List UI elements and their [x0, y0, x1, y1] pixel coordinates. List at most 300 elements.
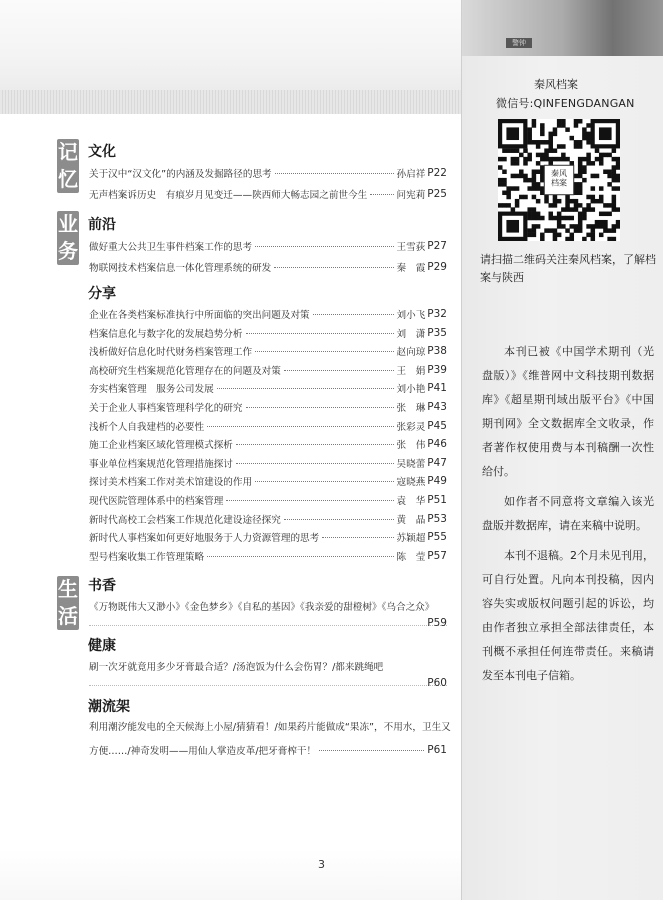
toc-title: 探讨美术档案工作对美术馆建设的作用	[89, 477, 253, 489]
toc-author: 刘小艳	[396, 384, 426, 396]
sidebar-photo	[462, 0, 663, 56]
toc-row[interactable]	[89, 398, 447, 416]
qr-module	[527, 186, 532, 191]
qr-module	[548, 157, 553, 162]
qr-module	[553, 127, 558, 132]
toc-title: 事业单位档案规范化管理措施探讨	[89, 458, 233, 470]
qr-module	[612, 228, 617, 233]
qr-module	[582, 132, 587, 137]
qr-module	[548, 203, 553, 208]
qr-module	[506, 203, 511, 208]
qr-module	[565, 199, 570, 204]
qr-module	[574, 140, 579, 145]
toc-row[interactable]	[89, 491, 447, 509]
qr-module	[574, 203, 579, 208]
qr-module	[557, 157, 562, 162]
qr-module	[548, 140, 553, 145]
qr-module	[532, 212, 537, 217]
qr-module	[502, 191, 507, 196]
qr-module	[570, 207, 575, 212]
qr-code[interactable]	[498, 119, 620, 241]
qr-module	[578, 174, 583, 179]
qr-module	[586, 207, 591, 212]
qr-module	[616, 165, 620, 170]
toc-title: 档案信息化与数字化的发展趋势分析	[89, 328, 243, 340]
toc-title: 物联网技术档案信息一体化管理系统的研发	[89, 263, 272, 274]
toc-title: 无声档案诉历史 有痕岁月见变迁——陕西师大畅志园之前世今生	[89, 190, 368, 201]
qr-module	[578, 165, 583, 170]
toc-row[interactable]	[89, 528, 447, 546]
qr-module	[603, 224, 608, 229]
qr-module	[553, 157, 558, 162]
qr-module	[502, 157, 507, 162]
qr-module	[599, 199, 604, 204]
qr-module	[536, 224, 541, 229]
qr-module	[532, 174, 537, 179]
toc-author: 苏颖超	[396, 533, 426, 545]
qr-module	[595, 157, 600, 162]
toc-page: P49	[427, 475, 447, 488]
qr-module	[595, 148, 600, 153]
qr-module	[523, 195, 528, 200]
toc-page: P41	[427, 382, 447, 395]
leader-dots	[226, 499, 393, 501]
toc-row[interactable]	[89, 164, 447, 182]
toc-row[interactable]	[89, 185, 447, 203]
qr-module	[502, 169, 507, 174]
books-page: P59	[427, 617, 447, 629]
notice-paragraph: 如作者不同意将文章编入该光盘版并数据库，请在来稿中说明。	[482, 495, 654, 532]
qr-module	[527, 233, 532, 238]
toc-title: 现代医院管理体系中的档案管理	[89, 496, 224, 507]
toc-row[interactable]	[89, 237, 447, 255]
toc-row[interactable]	[89, 379, 447, 397]
toc-page: P51	[427, 494, 447, 506]
qr-module	[506, 195, 511, 200]
toc-row[interactable]	[89, 435, 447, 453]
toc-author: 秦 霞	[396, 263, 426, 274]
toc-row[interactable]	[89, 417, 447, 435]
toc-author: 张 琳	[396, 403, 426, 414]
qr-module	[548, 132, 553, 137]
leader-dots	[275, 172, 394, 174]
qr-module	[595, 174, 600, 179]
qr-module	[540, 123, 545, 128]
toc-author: 刘 潇	[396, 328, 426, 340]
toc-author: 张彩灵	[396, 421, 426, 433]
chip-business	[57, 211, 79, 265]
leader-dots	[207, 425, 393, 427]
toc-row[interactable]	[89, 454, 447, 472]
qr-module	[561, 119, 566, 124]
qr-module	[603, 203, 608, 208]
toc-row[interactable]	[89, 472, 447, 490]
leader-dots	[284, 518, 394, 520]
qr-module	[612, 169, 617, 174]
qr-module	[515, 174, 520, 179]
qr-module	[578, 140, 583, 145]
qr-module	[607, 228, 612, 233]
qr-module	[612, 186, 617, 191]
toc-title: 浅析个人自我建档的必要性	[89, 421, 205, 433]
books-line[interactable]: 《万物既伟大又渺小》《金色梦乡》《自私的基因》《我亲爱的甜橙树》《乌合之众》	[89, 602, 435, 613]
header-stripe	[0, 90, 462, 114]
leader-dots	[246, 332, 394, 334]
qr-module	[574, 123, 579, 128]
qr-module	[570, 233, 575, 238]
qr-module	[574, 182, 579, 187]
qr-module	[536, 144, 541, 149]
qr-module	[511, 148, 516, 153]
qr-module	[498, 203, 503, 208]
toc-row[interactable]	[89, 547, 447, 565]
trend-line-2-row[interactable]	[89, 741, 447, 759]
qr-module	[536, 186, 541, 191]
qr-module	[557, 220, 562, 225]
qr-module	[570, 237, 575, 241]
qr-module	[612, 224, 617, 229]
qr-module	[540, 216, 545, 221]
qr-module	[591, 174, 596, 179]
leader-dots	[255, 480, 393, 482]
qr-module	[511, 161, 516, 166]
qr-module	[498, 165, 503, 170]
chip-life	[57, 576, 79, 630]
chip-char: 生	[58, 577, 78, 601]
qr-module	[616, 174, 620, 179]
qr-module	[603, 212, 608, 217]
qr-module	[586, 140, 591, 145]
qr-finder	[506, 220, 519, 233]
trend-page: P61	[427, 744, 447, 756]
qr-module	[591, 186, 596, 191]
qr-module	[523, 178, 528, 183]
toc-page: P47	[427, 456, 447, 469]
qr-module	[532, 123, 537, 128]
toc-row[interactable]	[89, 342, 447, 360]
qr-module	[561, 157, 566, 162]
qr-module	[570, 224, 575, 229]
qr-module	[599, 186, 604, 191]
qr-module	[582, 127, 587, 132]
qr-module	[532, 195, 537, 200]
qr-module	[616, 224, 620, 229]
qr-module	[527, 157, 532, 162]
qr-finder	[506, 127, 519, 140]
qr-module	[553, 195, 558, 200]
section-title-books: 书香	[88, 578, 116, 594]
toc-title: 夯实档案管理 服务公司发展	[89, 384, 214, 396]
qr-module	[527, 127, 532, 132]
toc-page: P53	[427, 512, 447, 525]
qr-module	[544, 195, 549, 200]
qr-module	[561, 123, 566, 128]
qr-module	[540, 233, 545, 238]
chip-char: 记	[58, 140, 78, 164]
leader-dots	[319, 749, 424, 751]
qr-module	[553, 228, 558, 233]
qr-module	[616, 161, 620, 166]
qr-module	[515, 157, 520, 162]
toc-page: P29	[427, 261, 447, 273]
toc-author: 张 伟	[396, 440, 426, 452]
qr-module	[519, 195, 524, 200]
qr-caption: 请扫描二维码关注秦风档案，了解档案与陕西	[480, 253, 656, 284]
separator	[89, 625, 447, 626]
qr-module	[548, 144, 553, 149]
qr-module	[565, 203, 570, 208]
qr-module	[586, 157, 591, 162]
qr-module	[544, 199, 549, 204]
qr-module	[523, 148, 528, 153]
qr-module	[578, 144, 583, 149]
qr-module	[582, 216, 587, 221]
qr-module	[616, 178, 620, 183]
qr-module	[502, 203, 507, 208]
qr-module	[607, 169, 612, 174]
notice-paragraph: 本刊已被《中国学术期刊（光盘版）》《维普网中文科技期刊数据库》《超星期刊域出版平台》《中国期刊网》全文数据库全文收录，作者著作权使用费与本刊稿酬一次性给付。	[482, 345, 654, 478]
qr-module	[523, 161, 528, 166]
qr-module	[523, 157, 528, 162]
toc-title: 高校研究生档案规范化管理存在的问题及对策	[89, 365, 281, 377]
qr-module	[532, 140, 537, 145]
chip-char: 忆	[58, 167, 78, 191]
qr-module	[540, 132, 545, 137]
sidebar-photo-tag: 警钟	[506, 38, 532, 48]
section-title-share: 分享	[88, 286, 116, 302]
section-title-culture: 文化	[88, 144, 116, 160]
toc-author: 王雪荻	[396, 242, 426, 253]
qr-module	[586, 195, 591, 200]
qr-module	[544, 157, 549, 162]
qr-module	[578, 228, 583, 233]
toc-row[interactable]	[89, 324, 447, 342]
qr-module	[515, 148, 520, 153]
qr-module	[527, 136, 532, 141]
qr-module	[582, 237, 587, 241]
qr-module	[565, 216, 570, 221]
qr-module	[578, 203, 583, 208]
qr-module	[616, 220, 620, 225]
qr-module	[591, 228, 596, 233]
qr-module	[607, 203, 612, 208]
qr-module	[532, 186, 537, 191]
notice-paragraph: 本刊不退稿。2个月未见刊用，可自行处置。凡向本刊投稿，因内容失实或版权问题引起的诉讼，均由作者独立承担全部法律责任，本刊概不承担任何连带责任。来稿请发至本刊电子信箱。	[482, 549, 654, 682]
toc-title: 新时代高校工会档案工作规范化建设途径探究	[89, 514, 281, 526]
qr-module	[506, 148, 511, 153]
qr-module	[578, 182, 583, 187]
qr-module	[591, 207, 596, 212]
toc-page: P27	[427, 240, 447, 252]
qr-module	[540, 127, 545, 132]
qr-module	[523, 174, 528, 179]
qr-module	[612, 195, 617, 200]
qr-module	[599, 233, 604, 238]
qr-module	[565, 237, 570, 241]
qr-module	[603, 228, 608, 233]
qr-module	[591, 199, 596, 204]
qr-module	[519, 169, 524, 174]
qr-module	[506, 186, 511, 191]
qr-module	[603, 169, 608, 174]
qr-module	[561, 216, 566, 221]
qr-module	[565, 228, 570, 233]
toc-page: P32	[427, 308, 447, 320]
leader-dots	[370, 193, 393, 195]
qr-module	[578, 186, 583, 191]
qr-module	[498, 182, 503, 187]
qr-module	[540, 140, 545, 145]
qr-module	[595, 199, 600, 204]
qr-module	[612, 174, 617, 179]
qr-module	[532, 224, 537, 229]
qr-module	[561, 224, 566, 229]
qr-module	[599, 212, 604, 217]
qr-module	[616, 207, 620, 212]
qr-module	[536, 182, 541, 187]
qr-module	[591, 161, 596, 166]
qr-module	[532, 182, 537, 187]
qr-module	[574, 199, 579, 204]
qr-module	[578, 224, 583, 229]
qr-module	[578, 169, 583, 174]
toc-author: 赵向琼	[396, 347, 426, 359]
toc-page: P25	[427, 188, 447, 200]
qr-module	[544, 140, 549, 145]
toc-author: 陈 莹	[396, 551, 426, 563]
qr-module	[607, 182, 612, 187]
qr-module	[515, 203, 520, 208]
qr-module	[515, 161, 520, 166]
qr-module	[599, 153, 604, 158]
qr-module	[532, 228, 537, 233]
qr-module	[607, 174, 612, 179]
qr-module	[553, 237, 558, 241]
qr-module	[574, 186, 579, 191]
qr-module	[591, 233, 596, 238]
qr-module	[578, 220, 583, 225]
qr-module	[599, 220, 604, 225]
qr-module	[498, 157, 503, 162]
qr-module	[591, 237, 596, 241]
qr-module	[570, 136, 575, 141]
qr-module	[532, 216, 537, 221]
qr-module	[595, 220, 600, 225]
qr-module	[586, 153, 591, 158]
qr-module	[586, 203, 591, 208]
qr-module	[557, 216, 562, 221]
qr-module	[557, 199, 562, 204]
qr-module	[582, 165, 587, 170]
qr-module	[511, 157, 516, 162]
toc-row[interactable]	[89, 258, 447, 276]
toc-author: 问宪莉	[396, 190, 426, 201]
qr-module	[582, 157, 587, 162]
qr-module	[607, 153, 612, 158]
qr-module	[540, 153, 545, 158]
qr-module	[574, 191, 579, 196]
toc-page: P45	[427, 419, 447, 432]
qr-finder	[599, 127, 612, 140]
leader-dots	[236, 443, 394, 445]
qr-module	[574, 174, 579, 179]
toc-title: 关于企业人事档案管理科学化的研究	[89, 403, 243, 414]
qr-module	[582, 207, 587, 212]
qr-module	[603, 153, 608, 158]
qr-module	[565, 127, 570, 132]
qr-module	[574, 207, 579, 212]
qr-module	[616, 157, 620, 162]
qr-module	[553, 132, 558, 137]
toc-title: 施工企业档案区域化管理模式探析	[89, 440, 233, 452]
qr-module	[557, 233, 562, 238]
qr-module	[582, 212, 587, 217]
qr-module	[527, 132, 532, 137]
chip-char: 务	[58, 239, 78, 263]
page-number: 3	[318, 858, 325, 871]
toc-title: 企业在各类档案标准执行中所面临的突出问题及对策	[89, 310, 310, 321]
qr-module	[578, 212, 583, 217]
qr-module	[511, 207, 516, 212]
qr-module	[506, 191, 511, 196]
wechat-id: 微信号:QINFENGDANGAN	[496, 97, 635, 110]
qr-module	[586, 161, 591, 166]
qr-module	[565, 207, 570, 212]
qr-module	[578, 157, 583, 162]
qr-module	[548, 136, 553, 141]
qr-module	[612, 178, 617, 183]
qr-module	[502, 148, 507, 153]
qr-module	[574, 119, 579, 124]
health-line[interactable]: 刷一次牙就竟用多少牙膏最合适？/汤泡饭为什么会伤胃？/都来跳绳吧	[89, 662, 384, 673]
section-title-frontier: 前沿	[88, 217, 116, 233]
leader-dots	[255, 245, 393, 247]
copyright-notice	[482, 340, 654, 694]
leader-dots	[246, 406, 394, 408]
qr-module	[612, 207, 617, 212]
qr-module	[557, 212, 562, 217]
toc-author: 孙启祥	[396, 169, 426, 180]
chip-char: 业	[58, 212, 78, 236]
qr-logo-text: 秦风	[551, 169, 567, 179]
qr-module	[527, 207, 532, 212]
toc-page: P55	[427, 531, 447, 544]
leader-dots	[217, 387, 394, 389]
toc-title: 浅析做好信息化时代财务档案管理工作	[89, 347, 253, 359]
qr-module	[565, 195, 570, 200]
qr-module	[612, 148, 617, 153]
leader-dots	[207, 555, 393, 557]
qr-module	[578, 191, 583, 196]
toc-row[interactable]	[89, 305, 447, 323]
toc-author: 袁 华	[396, 496, 426, 507]
chip-char: 活	[58, 604, 78, 628]
qr-module	[561, 153, 566, 158]
qr-module	[548, 212, 553, 217]
qr-module	[574, 144, 579, 149]
toc-row[interactable]	[89, 510, 447, 528]
toc-author: 黄 晶	[396, 514, 426, 526]
qr-module	[557, 224, 562, 229]
qr-module	[519, 174, 524, 179]
qr-module	[527, 216, 532, 221]
toc-author: 刘小飞	[396, 310, 426, 321]
toc-row[interactable]	[89, 361, 447, 379]
qr-module	[586, 136, 591, 141]
qr-module	[612, 165, 617, 170]
leader-dots	[236, 462, 394, 464]
trend-line-1[interactable]: 利用潮汐能发电的全天候海上小屋/猜猜看！/如果药片能做成“果冻”，不用水，卫生又	[89, 722, 451, 733]
